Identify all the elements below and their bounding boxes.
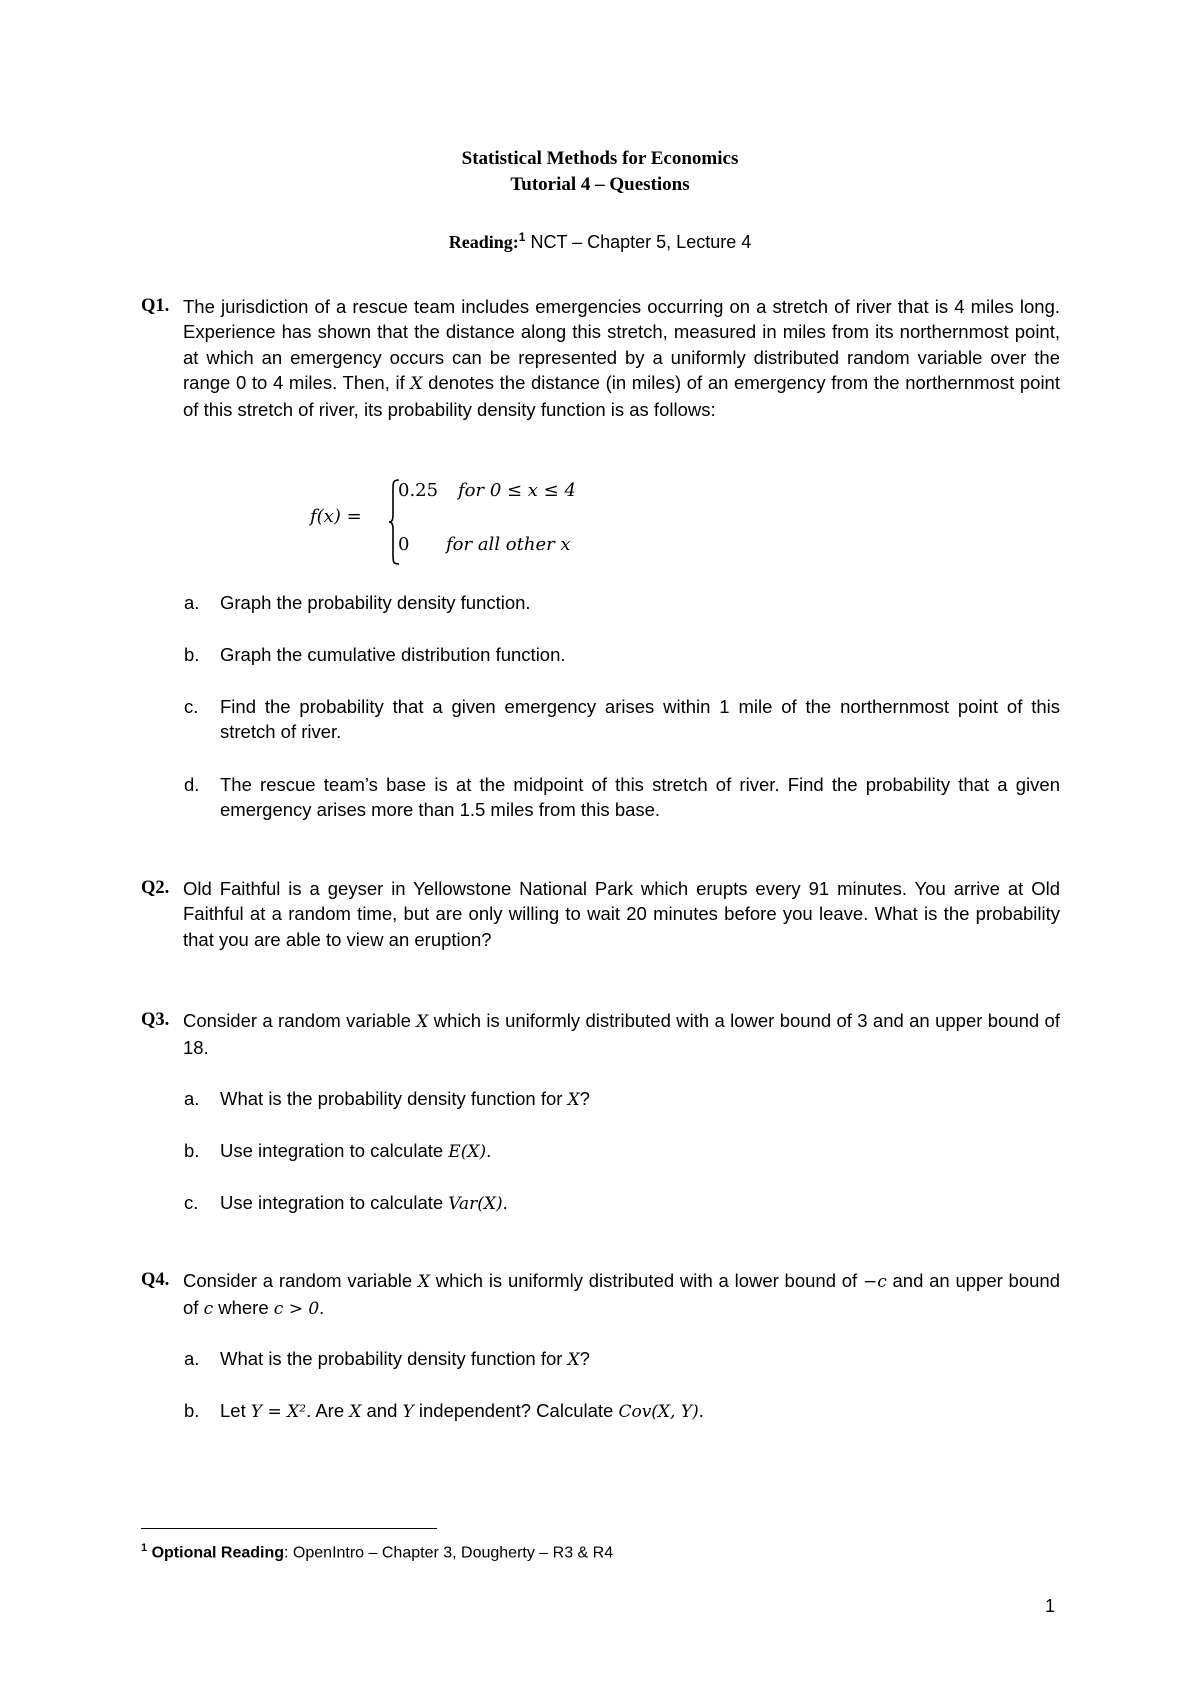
question-1-part-a: [184, 590, 1060, 615]
part-label: c.: [184, 1192, 199, 1213]
question-4-part-b: [184, 1398, 1060, 1425]
question-3-part-b: [184, 1138, 1060, 1165]
part-text: Graph the cumulative distribution function.: [220, 644, 566, 665]
formula-lhs: f(x) =: [310, 506, 362, 527]
part-text: Let Y = X². Are X and Y independent? Calculate Cov(X, Y).: [220, 1400, 704, 1422]
question-text: The jurisdiction of a rescue team includes emergencies occurring on a stretch of river that is 4 miles long. Experience has shown that the distance along this stretch, measured in miles from its northernmost point, at which an emergency occurs can be represented by a uniformly distributed random variable over the range 0 to 4 miles. Then, if X denotes the distance (in miles) of an emergency from the northernmost point of this stretch of river, its probability density function is as follows:: [183, 296, 1060, 421]
formula-row1-condition: for 0 ≤ x ≤ 4: [458, 480, 576, 501]
part-label: b.: [184, 644, 200, 665]
question-4: [141, 1268, 1060, 1323]
reading-line: [0, 230, 1200, 253]
part-text: The rescue team’s base is at the midpoint of this stretch of river. Find the probability that a given emergency arises more than 1.5 miles from this base.: [220, 774, 1060, 821]
footnote: [141, 1542, 613, 1562]
formula-row2-condition: for all other x: [446, 534, 571, 555]
document-title: Statistical Methods for Economics: [461, 148, 739, 169]
question-text: Old Faithful is a geyser in Yellowstone National Park which erupts every 91 minutes. You arrive at Old Faithful at a random time, but are only willing to wait 20 minutes before you leave. What is the probability that you are able to view an eruption?: [183, 878, 1060, 950]
question-number: Q4.: [141, 1270, 170, 1290]
math-var: X: [416, 1012, 429, 1032]
part-label: b.: [184, 1140, 200, 1161]
part-label: a.: [184, 1348, 200, 1369]
document-subtitle: Tutorial 4 – Questions: [510, 174, 690, 195]
math-var: X: [410, 373, 423, 394]
question-2: [141, 876, 1060, 952]
pdf-formula: [310, 472, 730, 572]
formula-row2-value: 0: [398, 534, 410, 555]
footnote-marker: 1: [141, 1542, 148, 1554]
part-text: What is the probability density function for X?: [220, 1088, 590, 1110]
footnote-ref: 1: [518, 230, 526, 244]
page-number: 1: [1045, 1596, 1056, 1616]
part-label: b.: [184, 1400, 200, 1421]
footnote-divider: [141, 1528, 437, 1529]
part-text: Graph the probability density function.: [220, 592, 531, 613]
formula-row1-value: 0.25: [398, 480, 439, 501]
part-text: Use integration to calculate Var(X).: [220, 1192, 508, 1214]
question-number: Q3.: [141, 1010, 170, 1030]
question-1: [141, 294, 1060, 422]
reading-text: NCT – Chapter 5, Lecture 4: [525, 232, 752, 252]
part-label: a.: [184, 1088, 200, 1109]
footnote-text: : OpenIntro – Chapter 3, Dougherty – R3 & R4: [284, 1544, 614, 1562]
question-4-part-a: [184, 1346, 1060, 1373]
part-label: a.: [184, 592, 200, 613]
question-1-part-d: [184, 772, 1060, 823]
footnote-label: Optional Reading: [151, 1544, 285, 1562]
question-1-part-c: [184, 694, 1060, 745]
part-label: c.: [184, 696, 199, 717]
question-text: Consider a random variable X which is uniformly distributed with a lower bound of 3 and an upper bound of 18.: [183, 1010, 1060, 1059]
question-number: Q2.: [141, 878, 170, 898]
part-text: What is the probability density function for X?: [220, 1348, 590, 1370]
part-label: d.: [184, 774, 200, 795]
question-text: Consider a random variable X which is uniformly distributed with a lower bound of −c and an upper bound of c where c > 0.: [183, 1270, 1060, 1320]
question-3-part-c: [184, 1190, 1060, 1217]
question-3-part-a: [184, 1086, 1060, 1113]
question-number: Q1.: [141, 296, 170, 316]
question-3: [141, 1008, 1060, 1061]
question-1-part-b: [184, 642, 1060, 667]
part-text: Use integration to calculate E(X).: [220, 1140, 492, 1162]
part-text: Find the probability that a given emergency arises within 1 mile of the northernmost point of this stretch of river.: [220, 696, 1060, 743]
reading-label: Reading:: [448, 232, 519, 252]
